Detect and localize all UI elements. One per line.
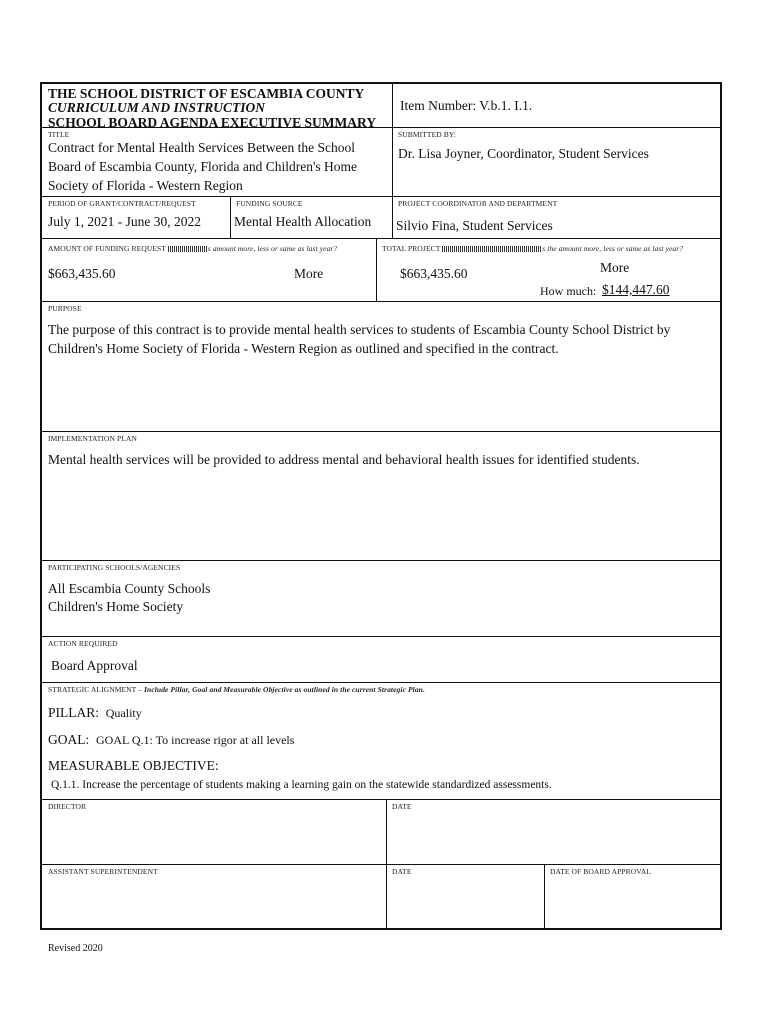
action-value[interactable]: Board Approval bbox=[51, 658, 138, 673]
action-label: ACTION REQUIRED bbox=[48, 639, 118, 648]
divider bbox=[42, 238, 722, 239]
amount-request-value[interactable]: $663,435.60 bbox=[48, 266, 116, 281]
divider bbox=[42, 864, 722, 865]
participating-line-2[interactable]: Children's Home Society bbox=[48, 599, 184, 614]
how-much-value[interactable]: $144,447.60 bbox=[602, 282, 670, 297]
goal: GOAL: GOAL Q.1: To increase rigor at all levels bbox=[48, 732, 295, 747]
date-label: DATE bbox=[392, 867, 412, 876]
submitted-by-label: SUBMITTED BY: bbox=[398, 130, 456, 139]
pillar: PILLAR: Quality bbox=[48, 705, 142, 720]
period-value[interactable]: July 1, 2021 - June 30, 2022 bbox=[48, 214, 201, 229]
divider bbox=[42, 127, 722, 128]
divider bbox=[392, 127, 393, 198]
divider bbox=[392, 84, 393, 127]
divider bbox=[42, 799, 722, 800]
participating-line-1[interactable]: All Escambia County Schools bbox=[48, 581, 211, 596]
total-project-comparison[interactable]: More bbox=[600, 260, 630, 275]
revision-note: Revised 2020 bbox=[48, 943, 103, 954]
submitted-by-value[interactable]: Dr. Lisa Joyner, Coordinator, Student Services bbox=[398, 146, 649, 161]
objective-label: MEASURABLE OBJECTIVE: bbox=[48, 758, 219, 773]
department-name: CURRICULUM AND INSTRUCTION bbox=[48, 100, 266, 115]
purpose-label: PURPOSE bbox=[48, 304, 82, 313]
divider bbox=[376, 238, 377, 301]
purpose-line-2[interactable]: Children's Home Society of Florida - Western Region as outlined and specified in the contract. bbox=[48, 341, 559, 356]
district-name: THE SCHOOL DISTRICT OF ESCAMBIA COUNTY bbox=[48, 86, 365, 101]
director-label: DIRECTOR bbox=[48, 802, 87, 811]
participating-label: PARTICIPATING SCHOOLS/AGENCIES bbox=[48, 563, 181, 572]
how-much-label: How much: bbox=[540, 284, 597, 298]
period-label: PERIOD OF GRANT/CONTRACT/REQUEST bbox=[48, 199, 196, 208]
implementation-text[interactable]: Mental health services will be provided to address mental and behavioral health issues for identified students. bbox=[48, 452, 640, 467]
coordinator-value[interactable]: Silvio Fina, Student Services bbox=[396, 218, 553, 233]
redaction-mark bbox=[442, 246, 542, 252]
pillar-value[interactable]: Quality bbox=[105, 706, 142, 720]
strategic-label: STRATEGIC ALIGNMENT – Include Pillar, Goal and Measurable Objective as outlined in the current Strategic Plan. bbox=[48, 685, 425, 694]
divider bbox=[42, 301, 722, 302]
divider bbox=[392, 196, 393, 238]
funding-source-label: FUNDING SOURCE bbox=[236, 199, 303, 208]
board-approval-date-label: DATE OF BOARD APPROVAL bbox=[550, 867, 652, 876]
divider bbox=[544, 864, 545, 930]
assistant-superintendent-label: ASSISTANT SUPERINTENDENT bbox=[48, 867, 158, 876]
divider bbox=[42, 560, 722, 561]
objective-value[interactable]: Q.1.1. Increase the percentage of students making a learning gain on the statewide standardized assessments. bbox=[51, 779, 552, 791]
divider bbox=[42, 682, 722, 683]
divider bbox=[42, 636, 722, 637]
item-number: Item Number: V.b.1. I.1. bbox=[400, 98, 533, 113]
amount-request-label: AMOUNT OF FUNDING REQUEST s amount more, less or same as last year? bbox=[48, 244, 338, 253]
executive-summary-form bbox=[40, 82, 722, 930]
redaction-mark bbox=[168, 246, 208, 252]
divider bbox=[42, 431, 722, 432]
coordinator-label: PROJECT COORDINATOR AND DEPARTMENT bbox=[398, 199, 558, 208]
implementation-label: IMPLEMENTATION PLAN bbox=[48, 434, 138, 443]
title-line-1[interactable]: Contract for Mental Health Services Between the School bbox=[48, 140, 356, 155]
summary-title: SCHOOL BOARD AGENDA EXECUTIVE SUMMARY bbox=[48, 115, 377, 130]
divider bbox=[230, 196, 231, 238]
title-label: TITLE bbox=[48, 130, 70, 139]
total-project-label: TOTAL PROJECT s the amount more, less or same as last year? bbox=[382, 244, 684, 253]
amount-request-comparison[interactable]: More bbox=[294, 266, 324, 281]
goal-value[interactable]: GOAL Q.1: To increase rigor at all levels bbox=[96, 733, 295, 747]
date-label: DATE bbox=[392, 802, 412, 811]
funding-source-value[interactable]: Mental Health Allocation bbox=[234, 214, 372, 229]
total-project-value[interactable]: $663,435.60 bbox=[400, 266, 468, 281]
purpose-line-1[interactable]: The purpose of this contract is to provide mental health services to students of Escambia County School District by bbox=[48, 322, 671, 337]
title-line-3[interactable]: Society of Florida - Western Region bbox=[48, 178, 243, 193]
divider bbox=[42, 196, 722, 197]
title-line-2[interactable]: Board of Escambia County, Florida and Children's Home bbox=[48, 159, 358, 174]
